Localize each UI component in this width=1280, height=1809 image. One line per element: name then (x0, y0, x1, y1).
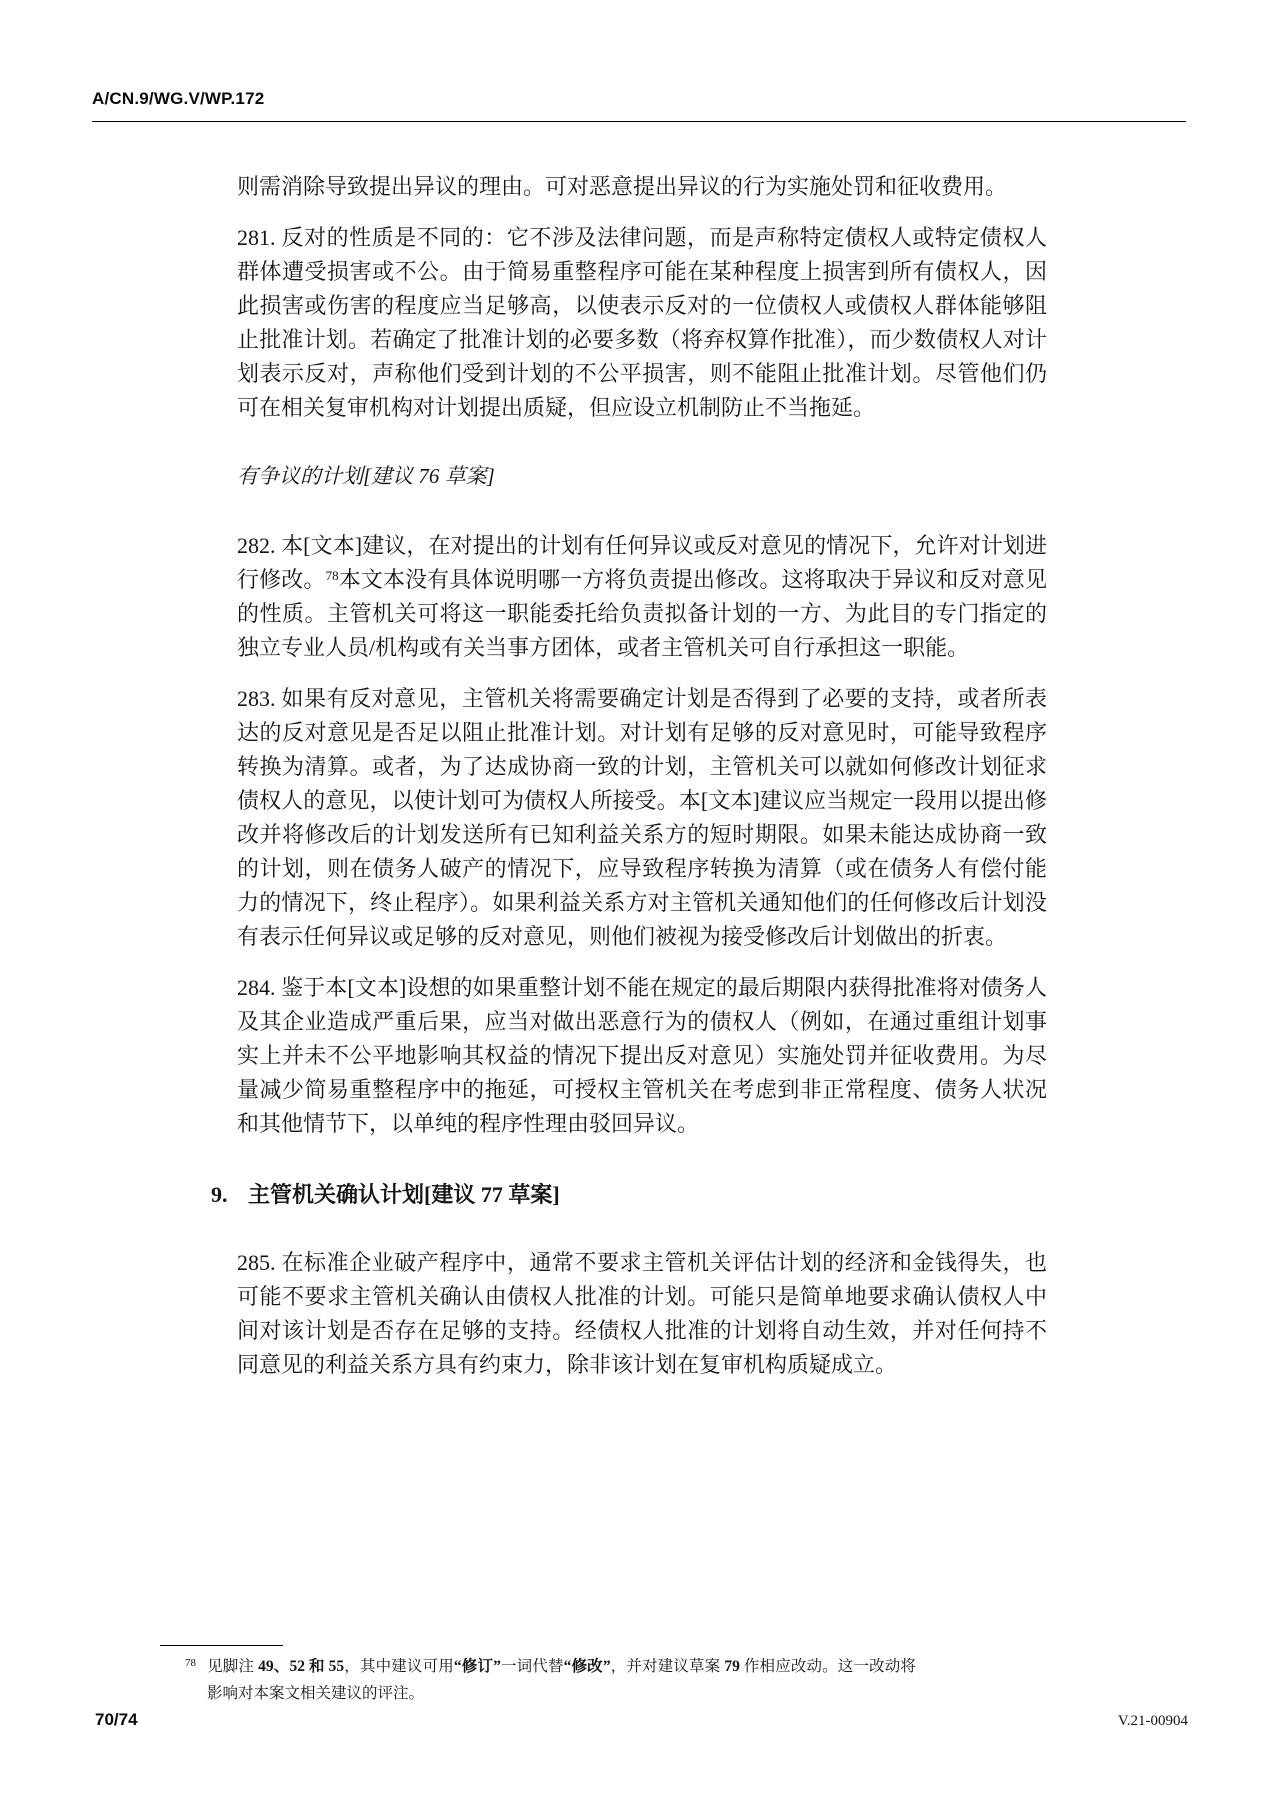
paragraph-284-number: 284. (237, 975, 276, 1000)
footnote-78-bold-term-modify: “修改” (563, 1658, 611, 1675)
subheading-contested-plans: 有争议的计划[建议 76 草案] (237, 464, 495, 488)
footnote-78-bold-term-revise: “修订” (453, 1658, 501, 1675)
paragraph-285-text: 在标准企业破产程序中，通常不要求主管机关评估计划的经济和金钱得失，也可能不要求主管机关确认由债权人批准的计划。可能只是简单地要求确认债权人中间对该计划是否存在足够的支持。经债权人批准的计划将自动生效，并对任何持不同意见的利益关系方具有约束力，除非该计划在复审机构质疑成立。 (237, 1250, 1047, 1377)
paragraph-282-text-after-ref: 本文本没有具体说明哪一方将负责提出修改。这将取决于异议和反对意见的性质。主管机关可将这一职能委托给负责拟备计划的一方、为此目的专门指定的独立专业人员/机构或有关当事方团体，或者主管机关可自行承担这一职能。 (237, 567, 1047, 660)
paragraph-284 (237, 971, 1047, 1141)
paragraph-285-number: 285. (237, 1250, 276, 1275)
footnote-78-bold-draft-number: 79 (724, 1658, 740, 1675)
paragraph-281-text: 反对的性质是不同的：它不涉及法律问题，而是声称特定债权人或特定债权人群体遭受损害或不公。由于简易重整程序可能在某种程度上损害到所有债权人，因此损害或伤害的程度应当足够高，以使表示反对的一位债权人或债权人群体能够阻止批准计划。若确定了批准计划的必要多数（将弃权算作批准），而少数债权人对计划表示反对，声称他们受到计划的不公平损害，则不能阻止批准计划。尽管他们仍可在相关复审机构对计划提出质疑，但应设立机制防止不当拖延。 (237, 225, 1047, 420)
section-heading-title: 主管机关确认计划[建议 77 草案] (248, 1182, 560, 1207)
footnote-separator-rule (160, 1645, 283, 1646)
paragraph-284-text: 鉴于本[文本]设想的如果重整计划不能在规定的最后期限内获得批准将对债务人及其企业造成严重后果，应当对做出恶意行为的债权人（例如，在通过重组计划事实上并未不公平地影响其权益的情况下提出反对意见）实施处罚并征收费用。为尽量减少简易重整程序中的拖延，可授权主管机关在考虑到非正常程度、债务人状况和其他情节下，以单纯的程序性理由驳回异议。 (237, 975, 1047, 1136)
paragraph-281 (237, 221, 1047, 425)
paragraph-283 (237, 682, 1047, 954)
section-heading-number: 9. (211, 1182, 228, 1207)
footnote-78-text-part: ，其中建议可用 (344, 1658, 454, 1675)
footnote-78-bold-note-numbers: 49、52 和 55 (258, 1658, 345, 1675)
footnote-78-text-part: 见脚注 (207, 1658, 259, 1675)
footnote-78-text-part: 作相应改动。这一改动将影响对本案文相关建议的评注。 (207, 1658, 916, 1702)
footnote-78-reference: 78 (325, 568, 339, 583)
page-number: 70/74 (95, 1710, 138, 1729)
footnote-78-text-part: 一词代替 (500, 1658, 564, 1675)
section-heading-9 (211, 1178, 1047, 1212)
paragraph-281-number: 281. (237, 225, 276, 250)
footnote-78-text-part: ，并对建议草案 (610, 1658, 725, 1675)
paragraph-285 (237, 1246, 1047, 1382)
paragraph-283-number: 283. (237, 686, 276, 711)
header-rule (92, 121, 1186, 122)
paragraph-282 (237, 529, 1047, 665)
paragraph-283-text: 如果有反对意见，主管机关将需要确定计划是否得到了必要的支持，或者所表达的反对意见是否足以阻止批准计划。对计划有足够的反对意见时，可能导致程序转换为清算。或者，为了达成协商一致的计划，主管机关可以就如何修改计划征求债权人的意见，以使计划可为债权人所接受。本[文本]建议应当规定一段用以提出修改并将修改后的计划发送所有已知利益关系方的短时期限。如果未能达成协商一致的计划，则在债务人破产的情况下，应导致程序转换为清算（或在债务人有偿付能力的情况下，终止程序）。如果利益关系方对主管机关通知他们的任何修改后计划没有表示任何异议或足够的反对意见，则他们被视为接受修改后计划做出的折衷。 (237, 686, 1047, 949)
paragraph-282-text-before-ref: 本[文本]建议，在对提出的计划有任何异议或反对意见的情况下，允许对计划进行修改。 (237, 533, 1047, 592)
paragraph-282-number: 282. (237, 533, 276, 558)
paragraph-continuation: 则需消除导致提出异议的理由。可对恶意提出异议的行为实施处罚和征收费用。 (237, 174, 1008, 199)
document-symbol: A/CN.9/WG.V/WP.172 (92, 89, 265, 108)
document-body (211, 170, 1047, 1399)
document-code: V.21-00904 (1117, 1713, 1188, 1729)
footnote-78: $^{78}$ 见脚注 49、52 和 55，其中建议可用“修订”一词代替“修改”，并对建议草案 79 作相应改动。这一改动将影响对本案文相关建议的评注。 (185, 1657, 916, 1702)
